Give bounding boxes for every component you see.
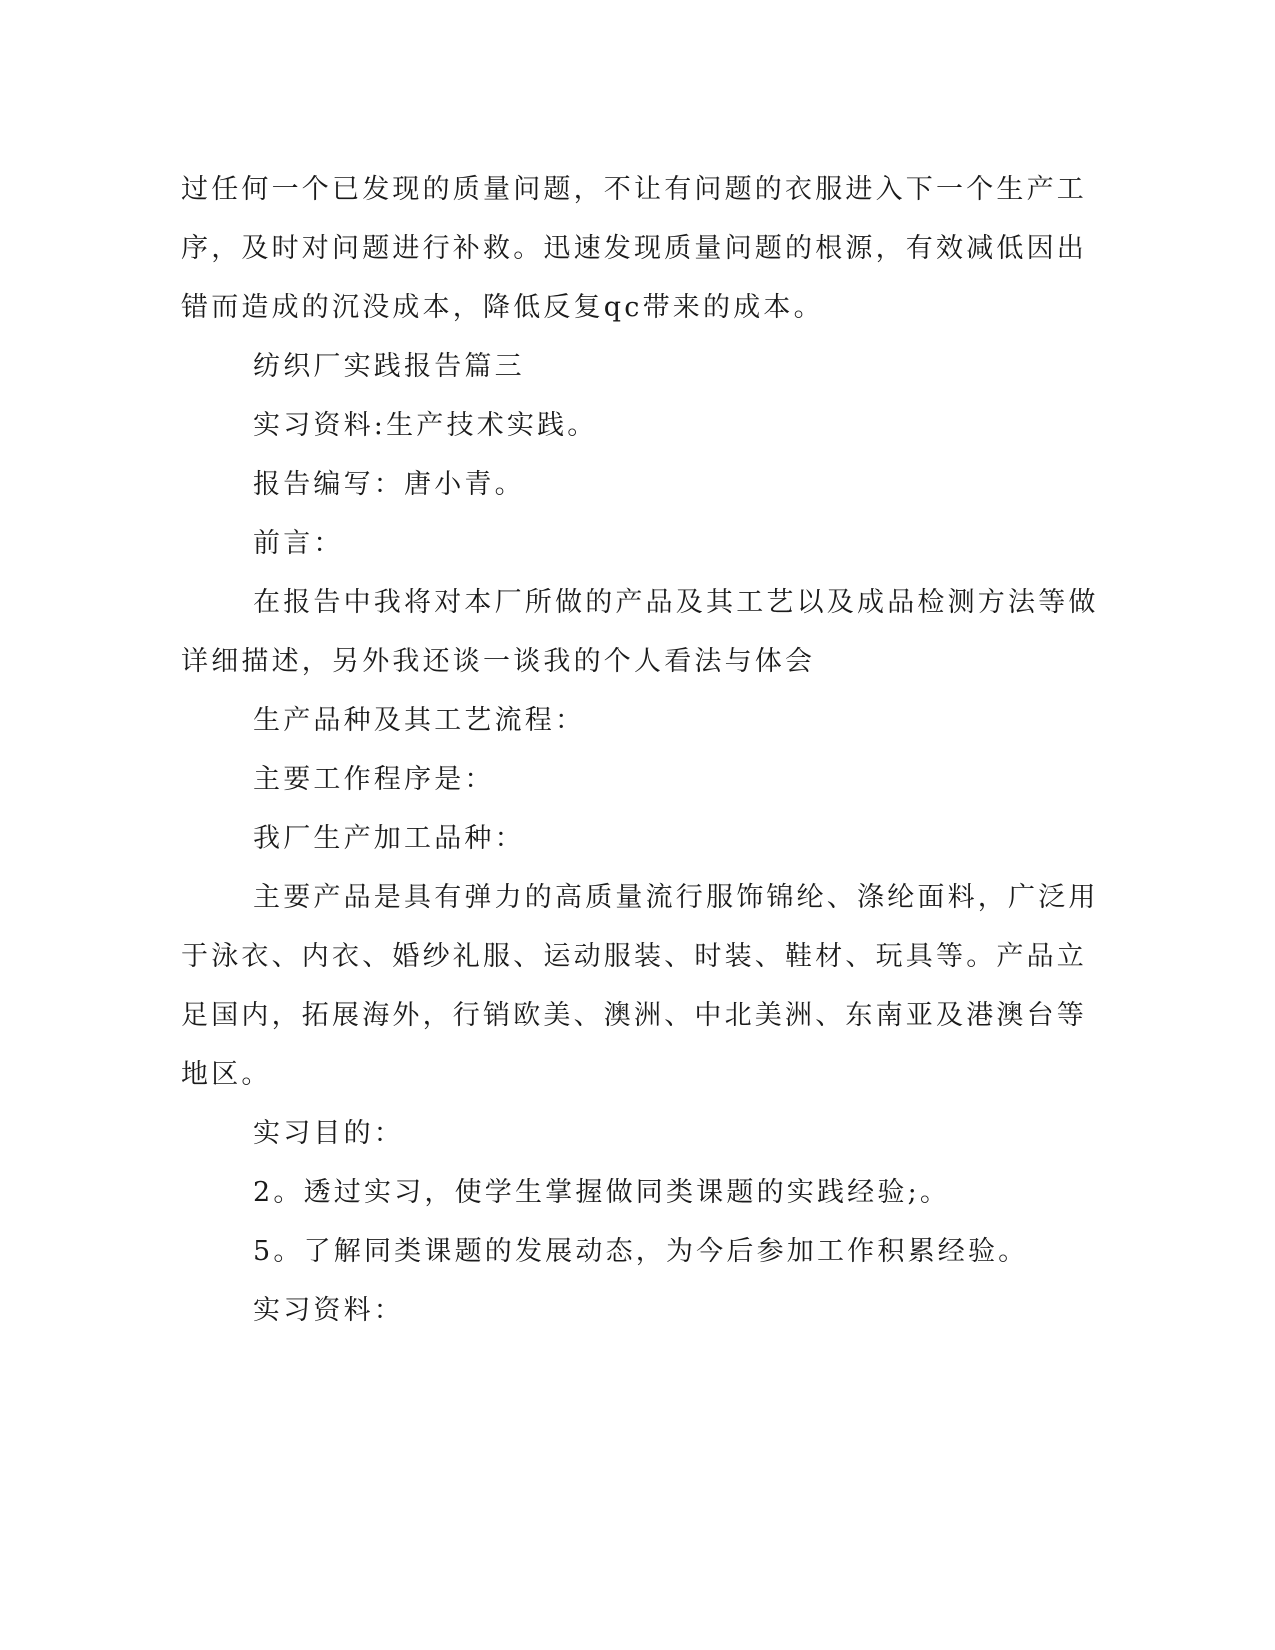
paragraph: [181, 809, 1026, 868]
paragraph: [181, 573, 1099, 691]
text-line: 生产品种及其工艺流程：: [253, 705, 586, 736]
text-line: 我厂生产加工品种：: [253, 823, 525, 854]
paragraph-continued: [181, 160, 1087, 337]
text-line: 主要工作程序是：: [253, 764, 495, 795]
paragraph: [181, 396, 1026, 455]
text-line: 错而造成的沉没成本，降低反复qc带来的成本。: [181, 292, 824, 323]
text-line: 纺织厂实践报告篇三: [253, 351, 525, 382]
paragraph: [181, 691, 1026, 750]
text-line: 地区。: [181, 1059, 272, 1090]
paragraph: [181, 1163, 1026, 1222]
text-line: 序，及时对问题进行补救。迅速发现质量问题的根源，有效减低因出: [181, 233, 1087, 264]
paragraph: [181, 868, 1099, 1104]
text-line: 详细描述，另外我还谈一谈我的个人看法与体会: [181, 646, 816, 677]
document-body: [181, 160, 1099, 1340]
text-line: 实习目的：: [253, 1118, 404, 1149]
text-line: 5。了解同类课题的发展动态，为今后参加工作积累经验。: [253, 1236, 1029, 1267]
paragraph: [181, 514, 1026, 573]
text-line: 过任何一个已发现的质量问题，不让有问题的衣服进入下一个生产工: [181, 174, 1087, 205]
text-line: 报告编写：唐小青。: [253, 469, 525, 500]
paragraph: [181, 1281, 1026, 1340]
section-heading: [181, 337, 1026, 396]
text-line: 主要产品是具有弹力的高质量流行服饰锦纶、涤纶面料，广泛用: [253, 882, 1099, 913]
text-line: 足国内，拓展海外，行销欧美、澳洲、中北美洲、东南亚及港澳台等: [181, 1000, 1087, 1031]
text-line: 在报告中我将对本厂所做的产品及其工艺以及成品检测方法等做: [253, 587, 1099, 618]
text-line: 于泳衣、内衣、婚纱礼服、运动服装、时装、鞋材、玩具等。产品立: [181, 941, 1087, 972]
text-line: 2。透过实习，使学生掌握做同类课题的实践经验;。: [253, 1177, 951, 1208]
paragraph: [181, 1104, 1026, 1163]
paragraph: [181, 750, 1026, 809]
text-line: 实习资料:生产技术实践。: [253, 410, 598, 441]
text-line: 前言：: [253, 528, 344, 559]
paragraph: [181, 455, 1026, 514]
text-line: 实习资料：: [253, 1295, 404, 1326]
paragraph: [181, 1222, 1029, 1281]
